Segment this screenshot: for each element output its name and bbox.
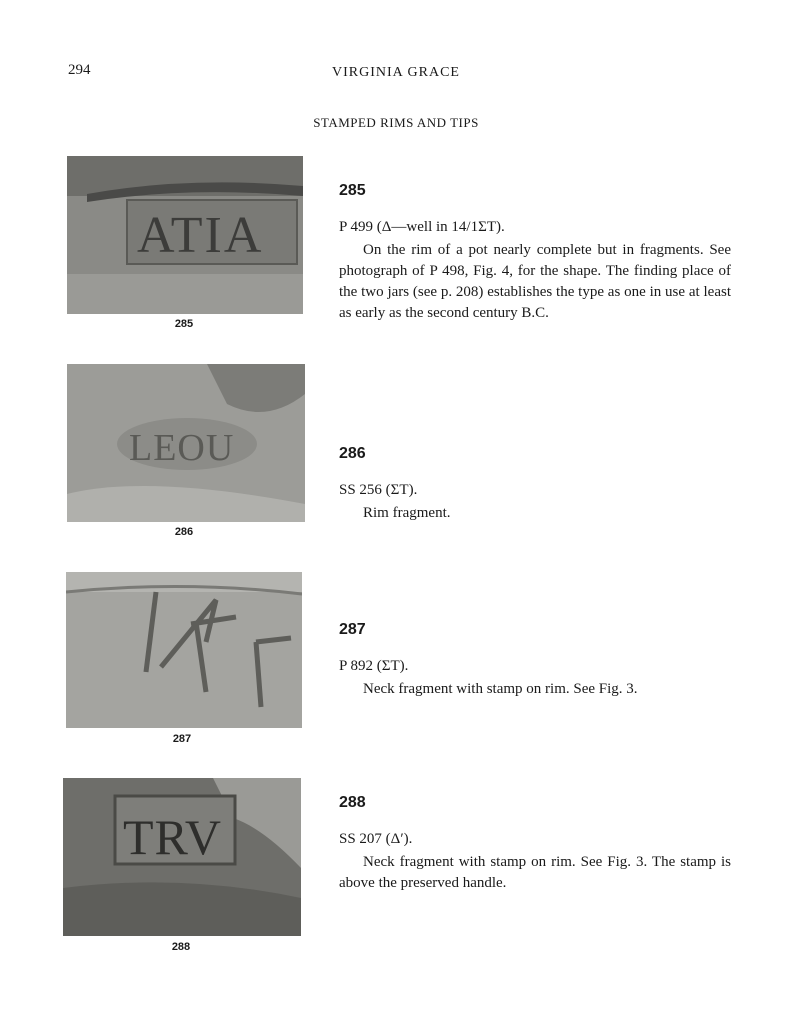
photo-286 bbox=[67, 364, 305, 522]
entry-description: Rim fragment. bbox=[363, 505, 451, 521]
catalog-entry bbox=[339, 792, 731, 894]
catalog-entry bbox=[339, 180, 731, 324]
entry-description: Neck fragment with stamp on rim. See Fig. 3. bbox=[363, 681, 638, 697]
entry-reference: P 892 (ΣΤ). bbox=[339, 658, 409, 674]
page-number: 294 bbox=[68, 62, 91, 78]
photo-caption: 287 bbox=[172, 733, 192, 745]
photo-caption: 286 bbox=[174, 526, 194, 538]
entry-number: 288 bbox=[339, 794, 366, 811]
entry-description: Neck fragment with stamp on rim. See Fig. 3. The stamp is above the preserved handle. bbox=[339, 854, 731, 891]
entry-reference: SS 256 (ΣΤ). bbox=[339, 482, 418, 498]
running-head: VIRGINIA GRACE bbox=[332, 65, 460, 80]
stamp-impression: LEOU bbox=[129, 427, 235, 469]
entry-description: On the rim of a pot nearly complete but in fragments. See photograph of P 498, Fig. 4, for the shape. The finding place of the two jars (see p. 208) establishes the type as one in use at least as early as the second century B.C. bbox=[339, 242, 731, 321]
photo-285 bbox=[67, 156, 303, 314]
entry-number: 287 bbox=[339, 621, 366, 638]
photo-287 bbox=[66, 572, 302, 728]
catalog-entry bbox=[339, 443, 731, 524]
catalog-entry bbox=[339, 619, 731, 700]
photo-caption: 288 bbox=[171, 941, 191, 953]
photo-caption: 285 bbox=[174, 318, 194, 330]
stamp-impression: TRV bbox=[123, 809, 222, 865]
entry-reference: SS 207 (Δ′). bbox=[339, 831, 413, 847]
section-title: STAMPED RIMS AND TIPS bbox=[313, 115, 479, 130]
entry-number: 286 bbox=[339, 445, 366, 462]
photo-288 bbox=[63, 778, 301, 936]
entry-reference: P 499 (Δ—well in 14/1ΣΤ). bbox=[339, 219, 505, 235]
entry-number: 285 bbox=[339, 182, 366, 199]
stamp-impression: ATIA bbox=[137, 207, 264, 264]
